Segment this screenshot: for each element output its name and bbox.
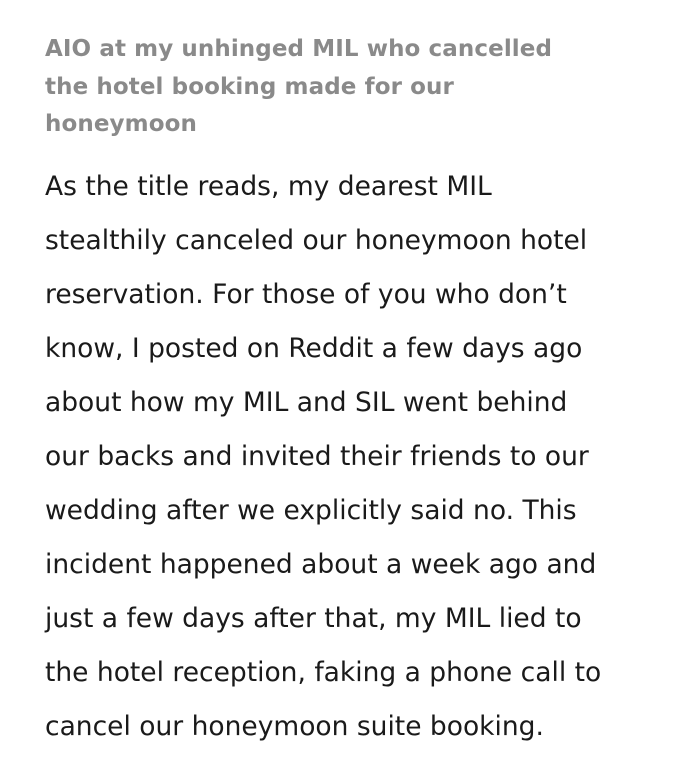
post-title-line: AIO at my unhinged MIL who cancelled (45, 36, 553, 62)
post-body-line: know, I posted on Reddit a few days ago (45, 333, 583, 364)
post-body-line: the hotel reception, faking a phone call to (45, 657, 602, 688)
post-body-line: just a few days after that, my MIL lied to (45, 603, 582, 634)
post-body (45, 160, 685, 754)
post-title (45, 31, 675, 144)
post-body-line: As the title reads, my dearest MIL (45, 171, 492, 202)
post-body-line: stealthily canceled our honeymoon hotel (45, 225, 588, 256)
post-body-line: incident happened about a week ago and (45, 549, 597, 580)
post-title-line: the hotel booking made for our (45, 73, 454, 100)
post-body-line: our backs and invited their friends to our (45, 441, 589, 472)
post-body-line: wedding after we explicitly said no. This (45, 495, 577, 526)
post-body-line: cancel our honeymoon suite booking. (45, 711, 544, 742)
post-body-line: about how my MIL and SIL went behind (45, 387, 568, 418)
post-title-line: honeymoon (45, 111, 197, 137)
post-body-line: reservation. For those of you who don’t (45, 279, 567, 310)
